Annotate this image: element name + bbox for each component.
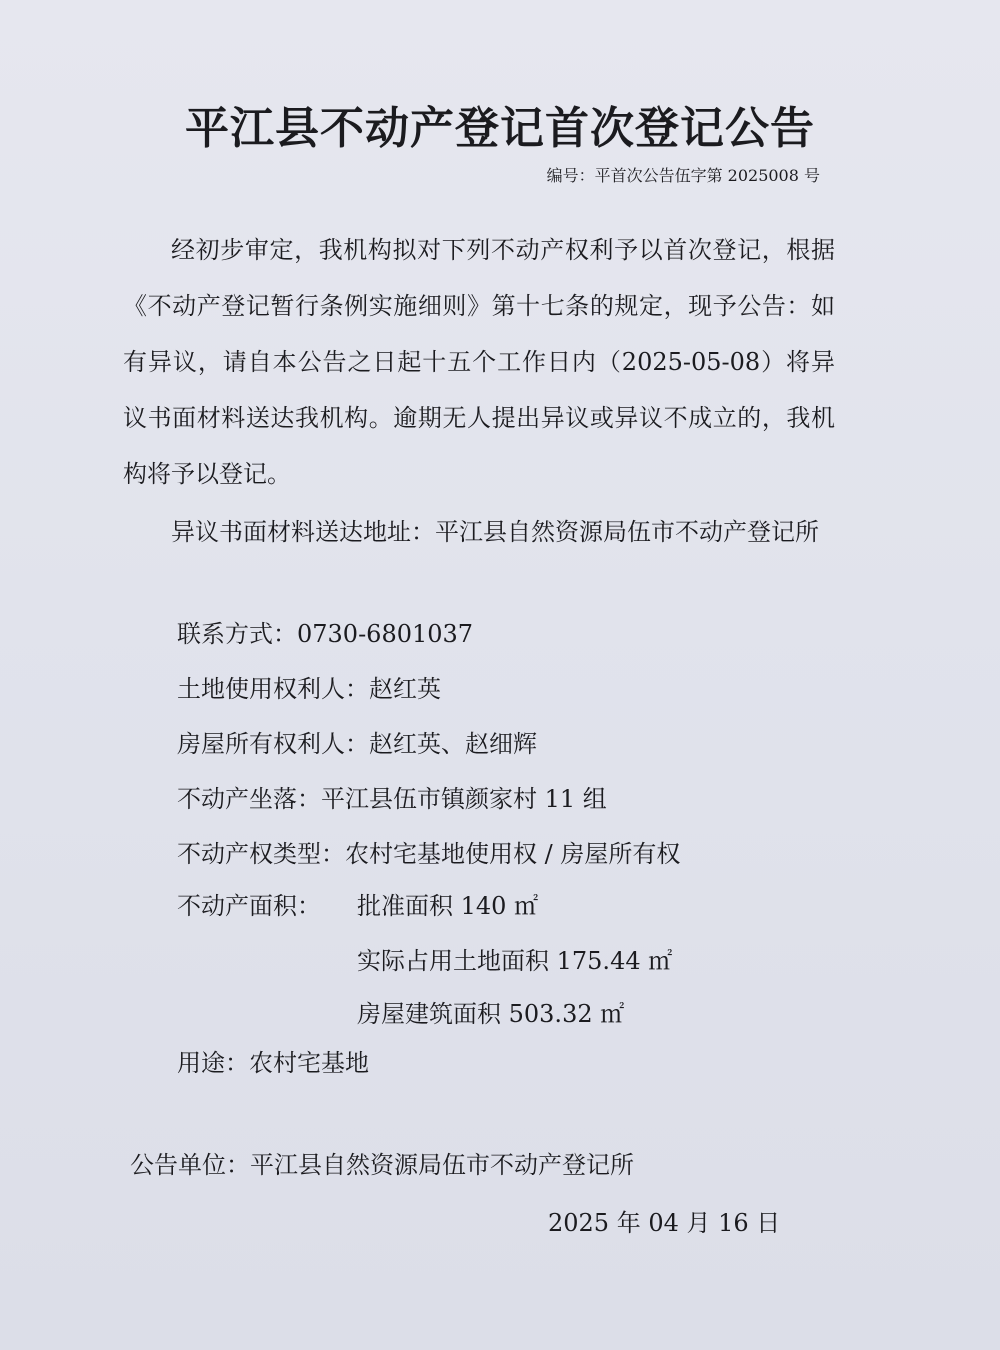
area-actual-land-line: 实际占用土地面积 175.44 ㎡ [357,947,673,975]
notice-paragraph-main: 经初步审定，我机构拟对下列不动产权利予以首次登记，根据《不动产登记暂行条例实施细则》第十七条的规定，现予公告：如有异议，请自本公告之日起十五个工作日内（2025-05-08）将异议书面材料送达我机构。逾期无人提出异议或异议不成立的，我机构将予以登记。 [123,236,835,488]
objection-address-paragraph: 异议书面材料送达地址：平江县自然资源局伍市不动产登记所 [171,518,819,546]
issue-date: 2025 年 04 月 16 日 [548,1209,781,1237]
notice-title: 平江县不动产登记首次登记公告 [185,103,815,154]
right-type-line: 不动产权类型：农村宅基地使用权 / 房屋所有权 [177,840,681,868]
notice-body [123,222,835,560]
contact-line: 联系方式：0730-6801037 [177,620,474,648]
usage-line: 用途：农村宅基地 [177,1049,369,1077]
area-approved-line: 批准面积 140 ㎡ [357,892,539,920]
area-label: 不动产面积： [177,892,321,920]
location-line: 不动产坐落：平江县伍市镇颜家村 11 组 [177,785,607,813]
area-building-line: 房屋建筑面积 503.32 ㎡ [357,1000,625,1028]
land-right-holder-line: 土地使用权利人：赵红英 [177,675,441,703]
document-number: 编号：平首次公告伍字第 2025008 号 [546,166,820,185]
issuer-line: 公告单位：平江县自然资源局伍市不动产登记所 [130,1151,634,1179]
house-owner-line: 房屋所有权利人：赵红英、赵细辉 [177,730,537,758]
